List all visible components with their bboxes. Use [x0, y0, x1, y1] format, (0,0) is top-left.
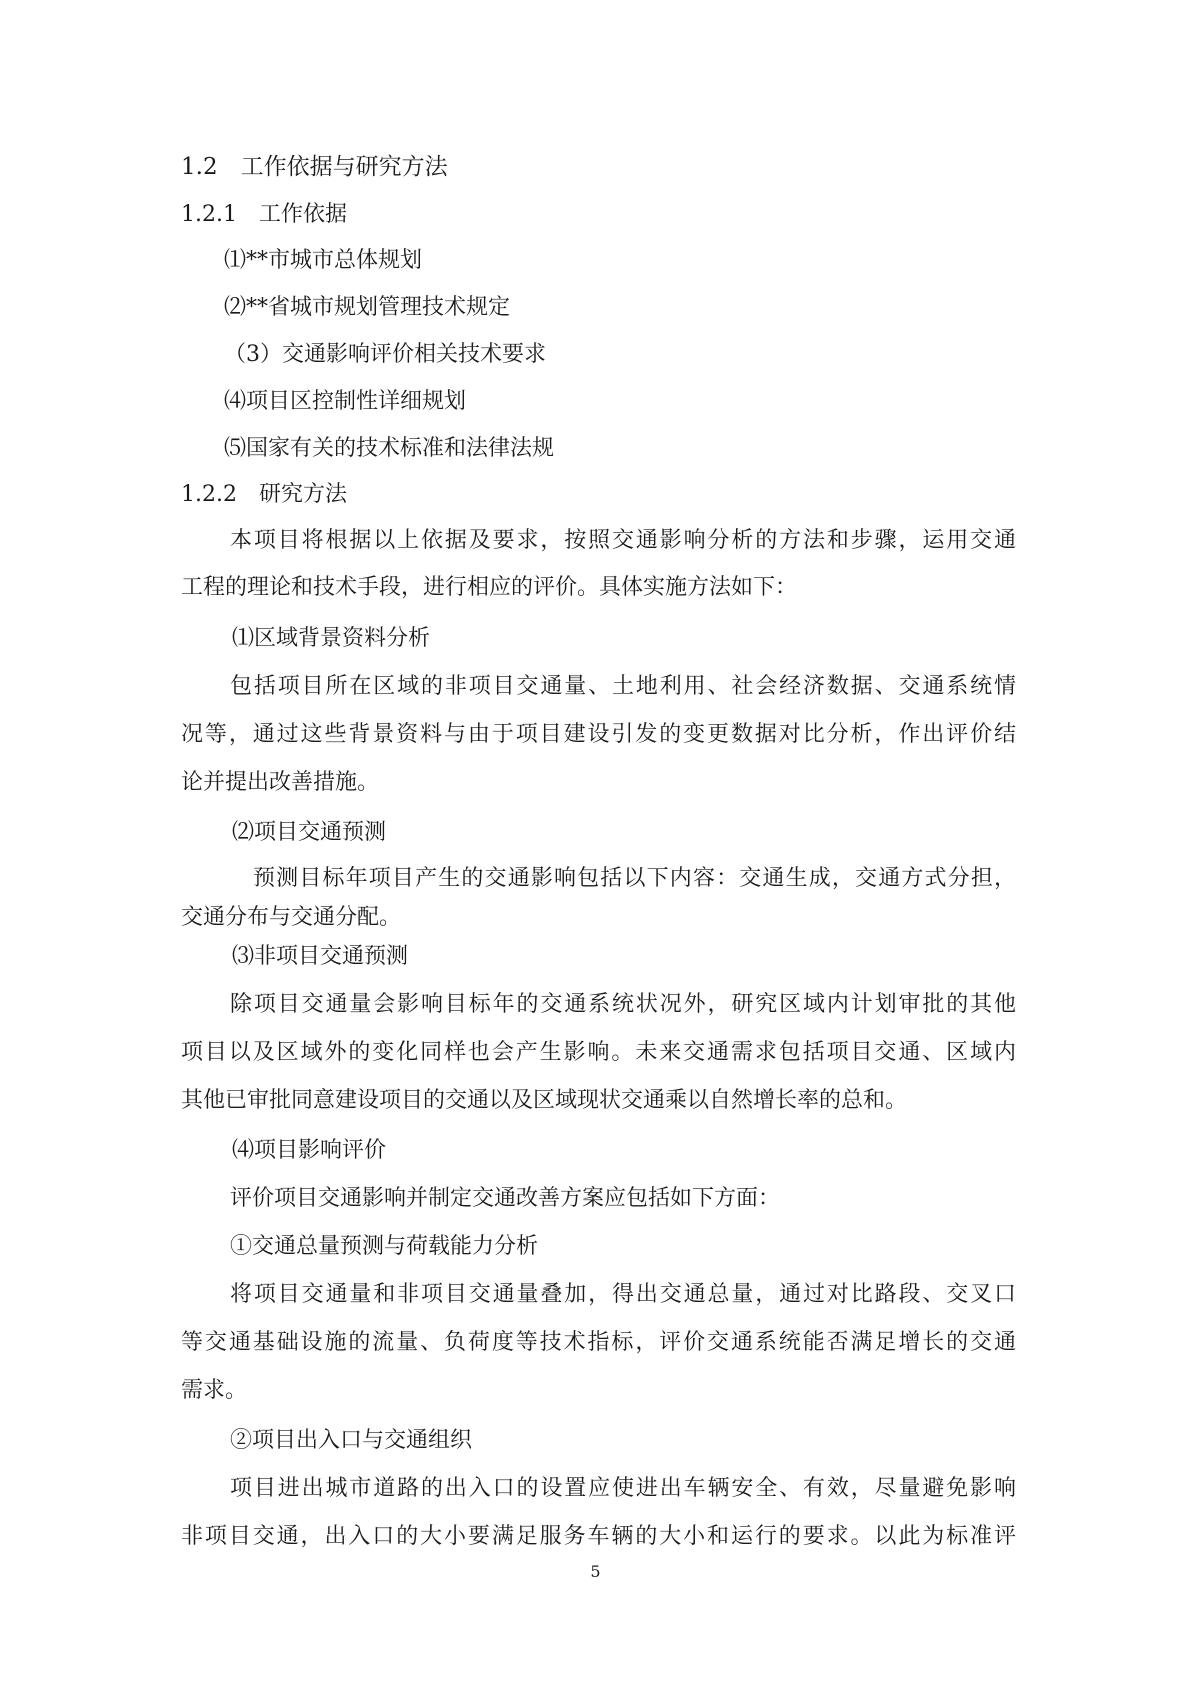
paragraph-line: 包括项目所在区域的非项目交通量、土地利用、社会经济数据、交通系统情 [230, 674, 1016, 699]
point-title: ①交通总量预测与荷载能力分析 [230, 1234, 539, 1259]
paragraph-line: 预测目标年项目产生的交通影响包括以下内容：交通生成，交通方式分担， [253, 866, 1016, 891]
paragraph-line: 本项目将根据以上依据及要求，按照交通影响分析的方法和步骤，运用交通 [230, 528, 1016, 553]
paragraph-line: 将项目交通量和非项目交通量叠加，得出交通总量，通过对比路段、交叉口 [230, 1282, 1016, 1307]
subsection-title: ⑵项目交通预测 [232, 820, 387, 845]
basis-item: （3）交通影响评价相关技术要求 [224, 342, 546, 367]
basis-item: ⑵**省城市规划管理技术规定 [224, 295, 511, 320]
basis-item: ⑴**市城市总体规划 [224, 248, 423, 273]
paragraph-line: 非项目交通，出入口的大小要满足服务车辆的大小和运行的要求。以此为标准评 [181, 1524, 1016, 1549]
basis-item: ⑸国家有关的技术标准和法律法规 [224, 436, 555, 461]
paragraph-line: 等交通基础设施的流量、负荷度等技术指标，评价交通系统能否满足增长的交通 [181, 1330, 1016, 1355]
point-title: ②项目出入口与交通组织 [230, 1428, 473, 1453]
paragraph-line: 论并提出改善措施。 [181, 770, 380, 795]
subsection-title: ⑴区域背景资料分析 [232, 626, 431, 651]
paragraph-line: 况等，通过这些背景资料与由于项目建设引发的变更数据对比分析，作出评价结 [181, 722, 1016, 747]
paragraph-line: 工程的理论和技术手段，进行相应的评价。具体实施方法如下： [181, 575, 798, 600]
subsection-title: ⑷项目影响评价 [232, 1138, 387, 1163]
subsection-title: ⑶非项目交通预测 [232, 944, 409, 969]
page-number: 5 [590, 1562, 601, 1581]
paragraph-line: 评价项目交通影响并制定交通改善方案应包括如下方面： [230, 1186, 781, 1211]
section-heading-1-2-2: 1.2.2 研究方法 [181, 482, 347, 507]
paragraph-line: 交通分布与交通分配。 [181, 905, 402, 930]
section-heading-1-2-1: 1.2.1 工作依据 [181, 202, 347, 227]
section-heading-1-2: 1.2 工作依据与研究方法 [181, 154, 448, 180]
paragraph-line: 需求。 [181, 1378, 248, 1403]
basis-item: ⑷项目区控制性详细规划 [224, 389, 467, 414]
paragraph-line: 其他已审批同意建设项目的交通以及区域现状交通乘以自然增长率的总和。 [181, 1088, 908, 1113]
paragraph-line: 项目以及区域外的变化同样也会产生影响。未来交通需求包括项目交通、区域内 [181, 1040, 1016, 1065]
paragraph-line: 项目进出城市道路的出入口的设置应使进出车辆安全、有效，尽量避免影响 [230, 1476, 1016, 1501]
paragraph-line: 除项目交通量会影响目标年的交通系统状况外，研究区域内计划审批的其他 [230, 992, 1016, 1017]
